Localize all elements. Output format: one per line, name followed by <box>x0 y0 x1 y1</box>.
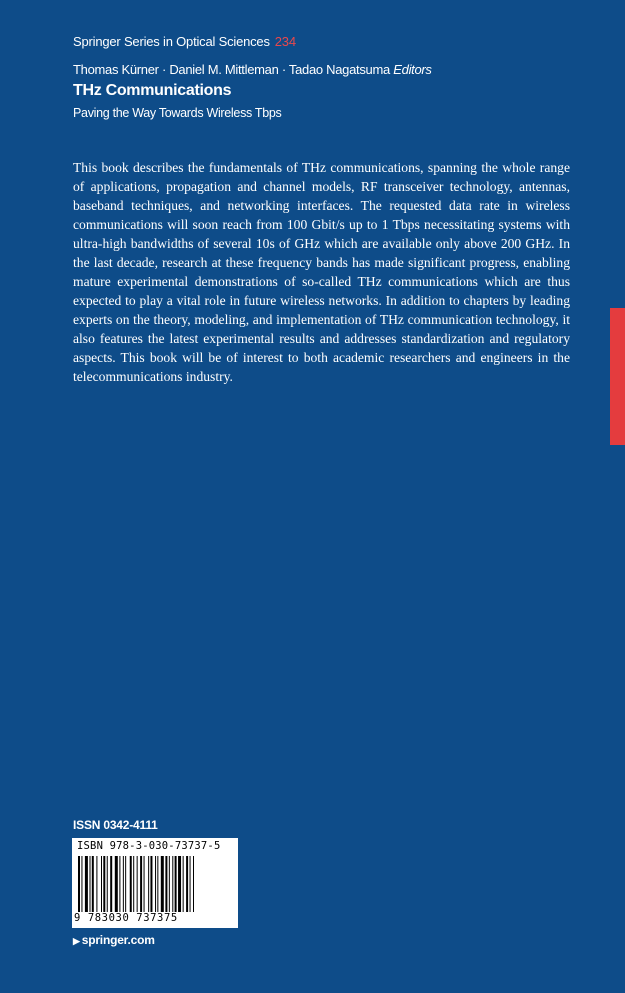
barcode-bar <box>155 856 156 912</box>
publisher-url: springer.com <box>81 933 155 947</box>
series-name: Springer Series in Optical Sciences <box>73 34 270 49</box>
barcode-bar <box>148 856 149 912</box>
red-edge-tab <box>610 308 625 445</box>
barcode-bar <box>85 856 88 912</box>
barcode-bar <box>175 856 177 912</box>
barcode-bar <box>169 856 170 912</box>
barcode-digits: 9 783030 737375 <box>74 912 178 924</box>
barcode-bar <box>123 856 124 912</box>
barcode-bar <box>190 856 191 912</box>
barcode-bar <box>96 856 97 912</box>
isbn-text: ISBN 978-3-030-73737-5 <box>77 840 221 852</box>
editors-line <box>73 62 432 77</box>
barcode-bar <box>107 856 108 912</box>
editor-names: Thomas Kürner · Daniel M. Mittleman · Tadao Nagatsuma <box>73 62 390 77</box>
series-line <box>73 34 296 49</box>
book-description: This book describes the fundamentals of THz communications, spanning the whole range of applications, propagation and channel models, RF transceiver technology, antennas, baseband techniques, and networking interfaces. The requested data rate in wireless communications will soon reach from 100 Gbit/s up to 1 Tbps necessitating systems with ultra-high bandwidths of several 10s of GHz which are available only above 200 GHz. In the last decade, research at these frequency bands has made significant progress, enabling mature experimental demonstrations of so-called THz communications which are thus expected to play a vital role in future wireless networks. In addition to chapters by leading experts on the theory, modeling, and implementation of THz communication technology, it also features the latest experimental results and addresses standardization and regulatory aspects. This book will be of interest to both academic researchers and engineers in the telecommunications industry. <box>73 160 570 384</box>
publisher-link[interactable] <box>73 933 155 947</box>
barcode-bar <box>130 856 132 912</box>
issn: ISSN 0342-4111 <box>73 818 158 832</box>
barcode-bar <box>92 856 94 912</box>
barcode-bar <box>78 856 80 912</box>
barcode-bar <box>81 856 82 912</box>
barcode-bar <box>186 856 188 912</box>
barcode-bar <box>133 856 134 912</box>
barcode <box>72 838 238 928</box>
series-number: 234 <box>274 34 296 49</box>
arrow-right-icon: ▶ <box>73 936 80 946</box>
barcode-bar <box>119 856 120 912</box>
barcode-bar <box>140 856 142 912</box>
barcode-bar <box>144 856 145 912</box>
barcode-bar <box>193 856 194 912</box>
barcode-bars <box>78 856 232 912</box>
barcode-bar <box>110 856 112 912</box>
barcode-bar <box>165 856 167 912</box>
barcode-bar <box>137 856 138 912</box>
book-title: THz Communications <box>73 82 232 99</box>
barcode-bar <box>183 856 184 912</box>
barcode-bar <box>161 856 164 912</box>
barcode-bar <box>172 856 173 912</box>
editors-role: Editors <box>393 62 432 77</box>
barcode-bar <box>178 856 181 912</box>
book-subtitle: Paving the Way Towards Wireless Tbps <box>73 106 282 120</box>
barcode-bar <box>157 856 158 912</box>
barcode-bar <box>150 856 152 912</box>
barcode-bar <box>90 856 91 912</box>
barcode-bar <box>101 856 102 912</box>
barcode-bar <box>103 856 105 912</box>
barcode-bar <box>125 856 126 912</box>
barcode-bar <box>115 856 118 912</box>
